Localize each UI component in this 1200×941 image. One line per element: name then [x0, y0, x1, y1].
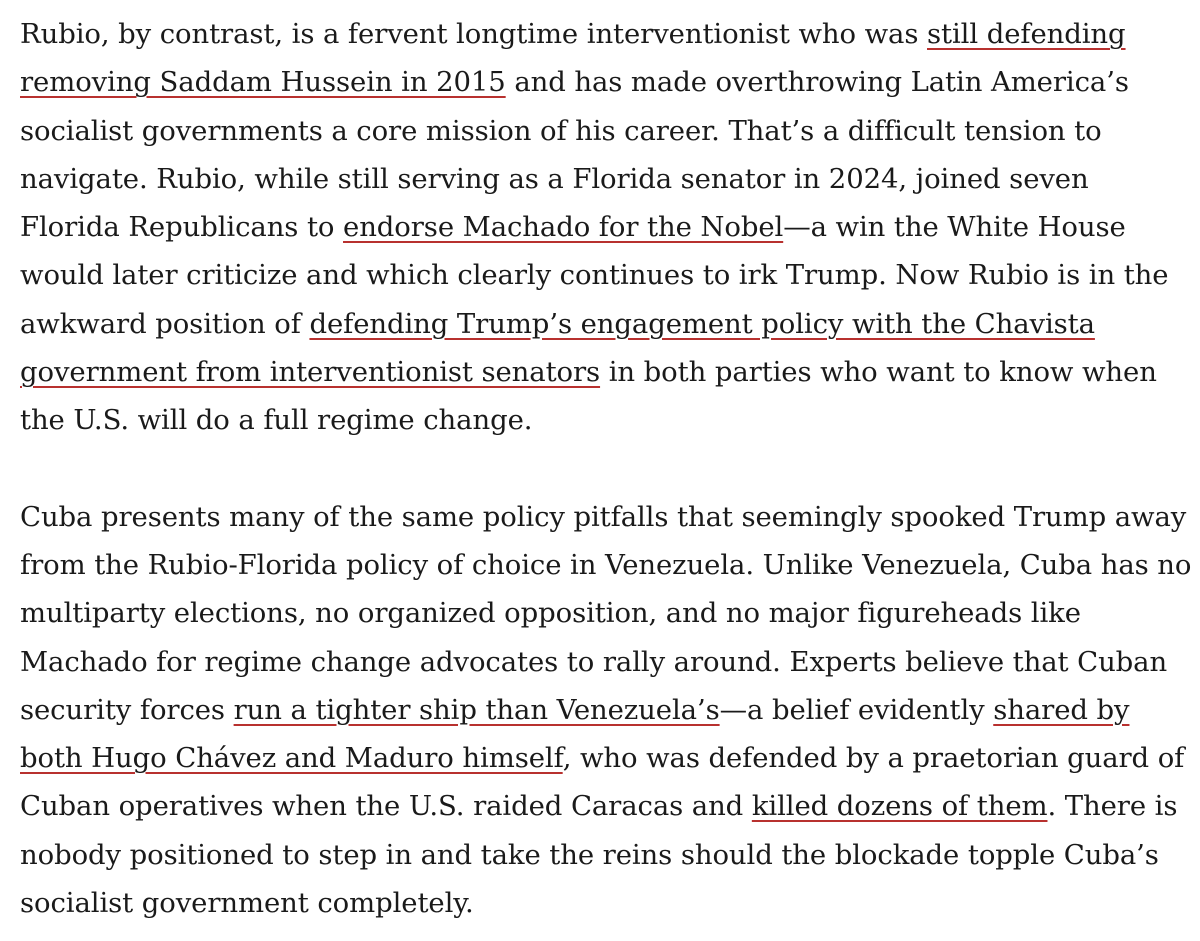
link-endorse-machado[interactable]: endorse Machado for the Nobel — [343, 211, 784, 244]
link-tighter-ship[interactable]: run a tighter ship than Venezuela’s — [233, 693, 720, 726]
text-segment: Cuba presents many of the same policy pitfalls that seemingly spooked Trump away from the Rubio-Florida policy of choice in Venezuela. Unlike Venezuela, Cuba has no multiparty elections, no organized opposition, and no major figureheads like Machado for regime change advocates to rally around. Experts believe that Cuban security forces — [20, 500, 1192, 726]
text-segment: —a win the White House would later criticize and which clearly continues to irk Trump. Now Rubio is in the awkward position of — [20, 211, 1169, 340]
text-segment: and has made overthrowing Latin America’s socialist governments a core mission of his career. That’s a difficult tension to navigate. Rubio, while still serving as a Florida senator in 2024, joined seven Florida Republicans to — [20, 66, 1129, 244]
text-segment: —a belief evidently — [719, 693, 994, 726]
article-body — [20, 10, 1192, 927]
link-engagement-policy[interactable]: defending Trump’s engagement policy with the Chavista government from interventionist senators — [20, 307, 1095, 389]
link-saddam-hussein[interactable]: still defending removing Saddam Hussein in 2015 — [20, 18, 1126, 99]
link-chavez-maduro[interactable]: shared by both Hugo Chávez and Maduro himself — [20, 693, 1130, 775]
paragraph-cuba — [20, 493, 1192, 928]
text-segment: . There is nobody positioned to step in and take the reins should the blockade topple Cuba’s socialist government completely. — [20, 790, 1178, 920]
paragraph-rubio — [20, 10, 1192, 445]
text-segment: , who was defended by a praetorian guard of Cuban operatives when the U.S. raided Caracas and — [20, 742, 1185, 823]
text-segment: in both parties who want to know when the U.S. will do a full regime change. — [20, 356, 1157, 437]
text-segment: Rubio, by contrast, is a fervent longtime interventionist who was — [20, 18, 927, 50]
link-killed-dozens[interactable]: killed dozens of them — [751, 790, 1048, 823]
